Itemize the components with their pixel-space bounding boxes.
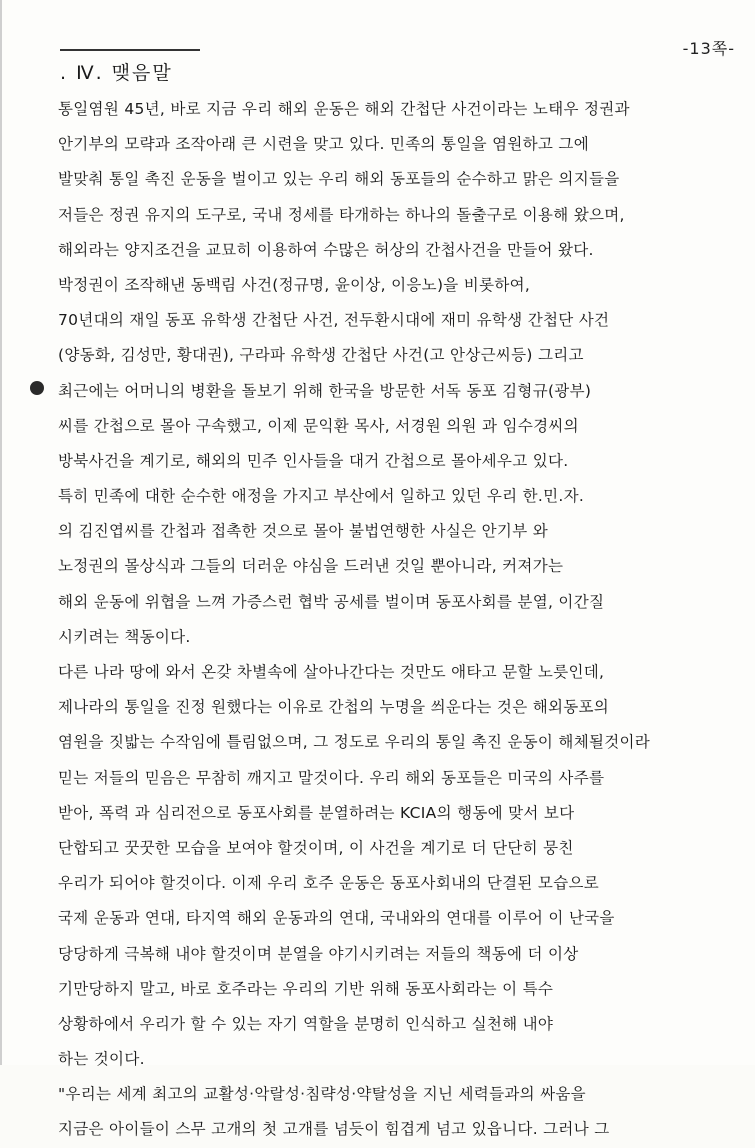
text-line: 염원을 짓밟는 수작임에 틀림없으며, 그 정도로 우리의 통일 촉진 운동이 해체될것이라 xyxy=(58,733,651,752)
text-line: 저들은 정권 유지의 도구로, 국내 정세를 타개하는 하나의 돌출구로 이용해 왔으며, xyxy=(58,205,625,224)
title-underline xyxy=(60,49,200,51)
text-line: (양동화, 김성만, 황대권), 구라파 유학생 간첩단 사건(고 안상근씨등) 그리고 xyxy=(58,346,584,365)
body-text xyxy=(58,92,728,1148)
binder-hole xyxy=(30,381,44,395)
text-line: 박정권이 조작해낸 동백림 사건(정규명, 윤이상, 이응노)을 비롯하여, xyxy=(58,275,531,294)
text-line: 제나라의 통일을 진정 원했다는 이유로 간첩의 누명을 씌운다는 것은 해외동포의 xyxy=(58,698,610,717)
text-line: 국제 운동과 연대, 타지역 해외 운동과의 연대, 국내와의 연대를 이루어 이 난국을 xyxy=(58,909,615,928)
page-number: -13쪽- xyxy=(682,39,735,58)
text-line: 단합되고 꿋꿋한 모습을 보여야 할것이며, 이 사건을 계기로 더 단단히 뭉친 xyxy=(58,838,574,857)
text-line: 최근에는 어머니의 병환을 돌보기 위해 한국을 방문한 서독 동포 김형규(광부) xyxy=(58,381,592,400)
text-line: 70년대의 재일 동포 유학생 간첩단 사건, 전두환시대에 재미 유학생 간첩단 사건 xyxy=(58,311,610,330)
text-line: 기만당하지 말고, 바로 호주라는 우리의 기반 위해 동포사회라는 이 특수 xyxy=(58,979,554,998)
text-line: 상황하에서 우리가 할 수 있는 자기 역할을 분명히 인식하고 실천해 내야 xyxy=(58,1014,554,1033)
text-line: 안기부의 모략과 조작아래 큰 시련을 맞고 있다. 민족의 통일을 염원하고 그에 xyxy=(58,135,589,154)
text-line: 하는 것이다. xyxy=(58,1050,145,1069)
text-line: 특히 민족에 대한 순수한 애정을 가지고 부산에서 일하고 있던 우리 한.민.자. xyxy=(58,487,585,506)
text-line: 우리가 되어야 할것이다. 이제 우리 호주 운동은 동포사회내의 단결된 모습으로 xyxy=(58,874,600,893)
text-line: 받아, 폭력 과 심리전으로 동포사회를 분열하려는 KCIA의 행동에 맞서 보다 xyxy=(58,803,575,822)
text-line: 의 김진엽씨를 간첩과 접촉한 것으로 몰아 불법연행한 사실은 안기부 와 xyxy=(58,522,548,541)
text-line: 시키려는 책동이다. xyxy=(58,627,191,646)
text-line: 해외 운동에 위협을 느껴 가증스런 협박 공세를 벌이며 동포사회를 분열, 이간질 xyxy=(58,592,605,611)
text-line: 씨를 간첩으로 몰아 구속했고, 이제 문익환 목사, 서경원 의원 과 임수경씨의 xyxy=(58,416,579,435)
text-line: 방북사건을 계기로, 해외의 민주 인사들을 대거 간첩으로 몰아세우고 있다. xyxy=(58,451,569,470)
text-line: 노정권의 몰상식과 그들의 더러운 야심을 드러낸 것일 뿐아니라, 커져가는 xyxy=(58,557,564,576)
section-title: . Ⅳ. 맺음말 xyxy=(60,62,173,84)
text-line: "우리는 세계 최고의 교활성·악랄성·침략성·약탈성을 지닌 세력들과의 싸움을 xyxy=(58,1085,586,1104)
text-line: 지금은 아이들이 스무 고개의 첫 고개를 넘듯이 힘겹게 넘고 있읍니다. 그러나 그 xyxy=(58,1120,610,1139)
text-line: 다른 나라 땅에 와서 온갖 차별속에 살아나간다는 것만도 애타고 문할 노릇인데, xyxy=(58,663,605,681)
text-line: 해외라는 양지조건을 교묘히 이용하여 수많은 허상의 간첩사건을 만들어 왔다. xyxy=(58,240,594,259)
text-line: 통일염원 45년, 바로 지금 우리 해외 운동은 해외 간첩단 사건이라는 노태우 정권과 xyxy=(58,100,630,118)
text-line: 발맞춰 통일 촉진 운동을 벌이고 있는 우리 해외 동포들의 순수하고 맑은 의지들을 xyxy=(58,170,620,189)
text-line: 당당하게 극복해 내야 할것이며 분열을 야기시키려는 저들의 책동에 더 이상 xyxy=(58,944,579,963)
text-line: 믿는 저들의 믿음은 무참히 깨지고 말것이다. 우리 해외 동포들은 미국의 사주를 xyxy=(58,768,605,787)
